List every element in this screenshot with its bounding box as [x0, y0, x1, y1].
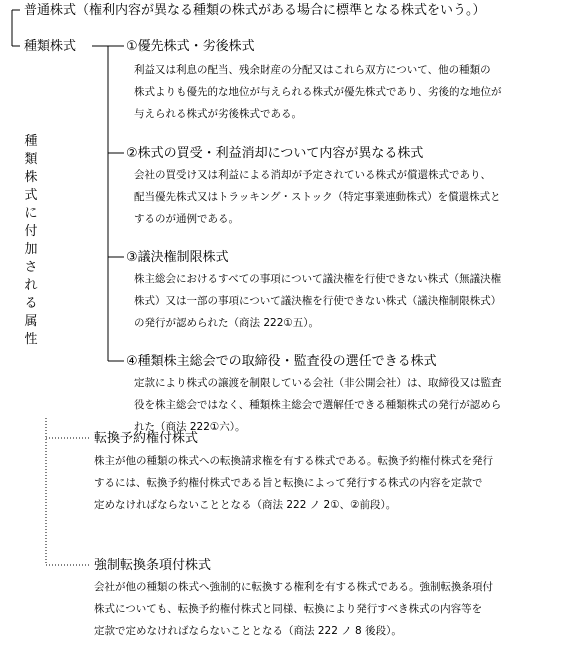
- extra-1-line-3: 定めなければならないこととなる（商法 222 ノ 2①、②前段）。: [94, 499, 397, 511]
- extra-2-line-3: 定款で定めなければならないこととなる（商法 222 ノ 8 後段）。: [94, 625, 402, 637]
- item-3-title: ③議決権制限株式: [126, 250, 229, 265]
- extra-1-title: 転換予約権付株式: [94, 431, 199, 446]
- item-3-line-1: 株主総会におけるすべての事項について議決権を行使できない株式（無議決権: [134, 273, 502, 285]
- extra-2-line-1: 会社が他の種類の株式へ強制的に転換する権利を有する株式である。強制転換条項付: [94, 581, 493, 593]
- item-4-title: ④種類株主総会での取締役・監査役の選任できる株式: [126, 354, 437, 369]
- extra-1-line-2: するには、転換予約権付株式である旨と転換によって発行する株式の内容を定款で: [94, 477, 483, 489]
- item-1-line-3: 与えられる株式が劣後株式である。: [134, 108, 302, 120]
- extra-1-line-1: 株主が他の種類の株式への転換請求権を有する株式である。転換予約権付株式を発行: [94, 455, 493, 467]
- extra-2-title: 強制転換条項付株式: [94, 558, 212, 573]
- item-2-line-1: 会社の買受け又は利益による消却が予定されている株式が償還株式であり、: [134, 169, 491, 181]
- item-1-line-2: 株式よりも優先的な地位が与えられる株式が優先株式であり、劣後的な地位が: [134, 86, 502, 98]
- side-label-vertical: 種 類 株 式 に 付 加 さ れ る 属 性: [24, 134, 38, 347]
- item-2-line-3: するのが通例である。: [134, 213, 239, 225]
- item-4-line-2: 役を株主総会ではなく、種類株主総会で選解任できる種類株式の発行が認めら: [134, 399, 502, 411]
- class-stock-heading: 種類株式: [24, 39, 77, 54]
- item-1-line-1: 利益又は利息の配当、残余財産の分配又はこれら双方について、他の種類の: [134, 64, 491, 76]
- ordinary-stock-heading: 普通株式（権利内容が異なる種類の株式がある場合に標準となる株式をいう。）: [24, 3, 486, 18]
- item-3-line-3: の発行が認められた（商法 222①五）。: [134, 317, 320, 329]
- item-4-line-1: 定款により株式の譲渡を制限している会社（非公開会社）は、取締役又は監査: [134, 377, 502, 389]
- item-3-line-2: 株式）又は一部の事項について議決権を行使できない株式（議決権制限株式）: [134, 295, 502, 307]
- item-1-title: ①優先株式・劣後株式: [126, 39, 255, 54]
- item-2-title: ②株式の買受・利益消却について内容が異なる株式: [126, 146, 424, 161]
- item-2-line-2: 配当優先株式又はトラッキング・ストック（特定事業連動株式）を償還株式と: [134, 191, 501, 203]
- extra-2-line-2: 株式についても、転換予約権付株式と同様、転換により発行すべき株式の内容等を: [94, 603, 483, 615]
- item-4-line-3: れた（商法 222①六）。: [134, 421, 246, 433]
